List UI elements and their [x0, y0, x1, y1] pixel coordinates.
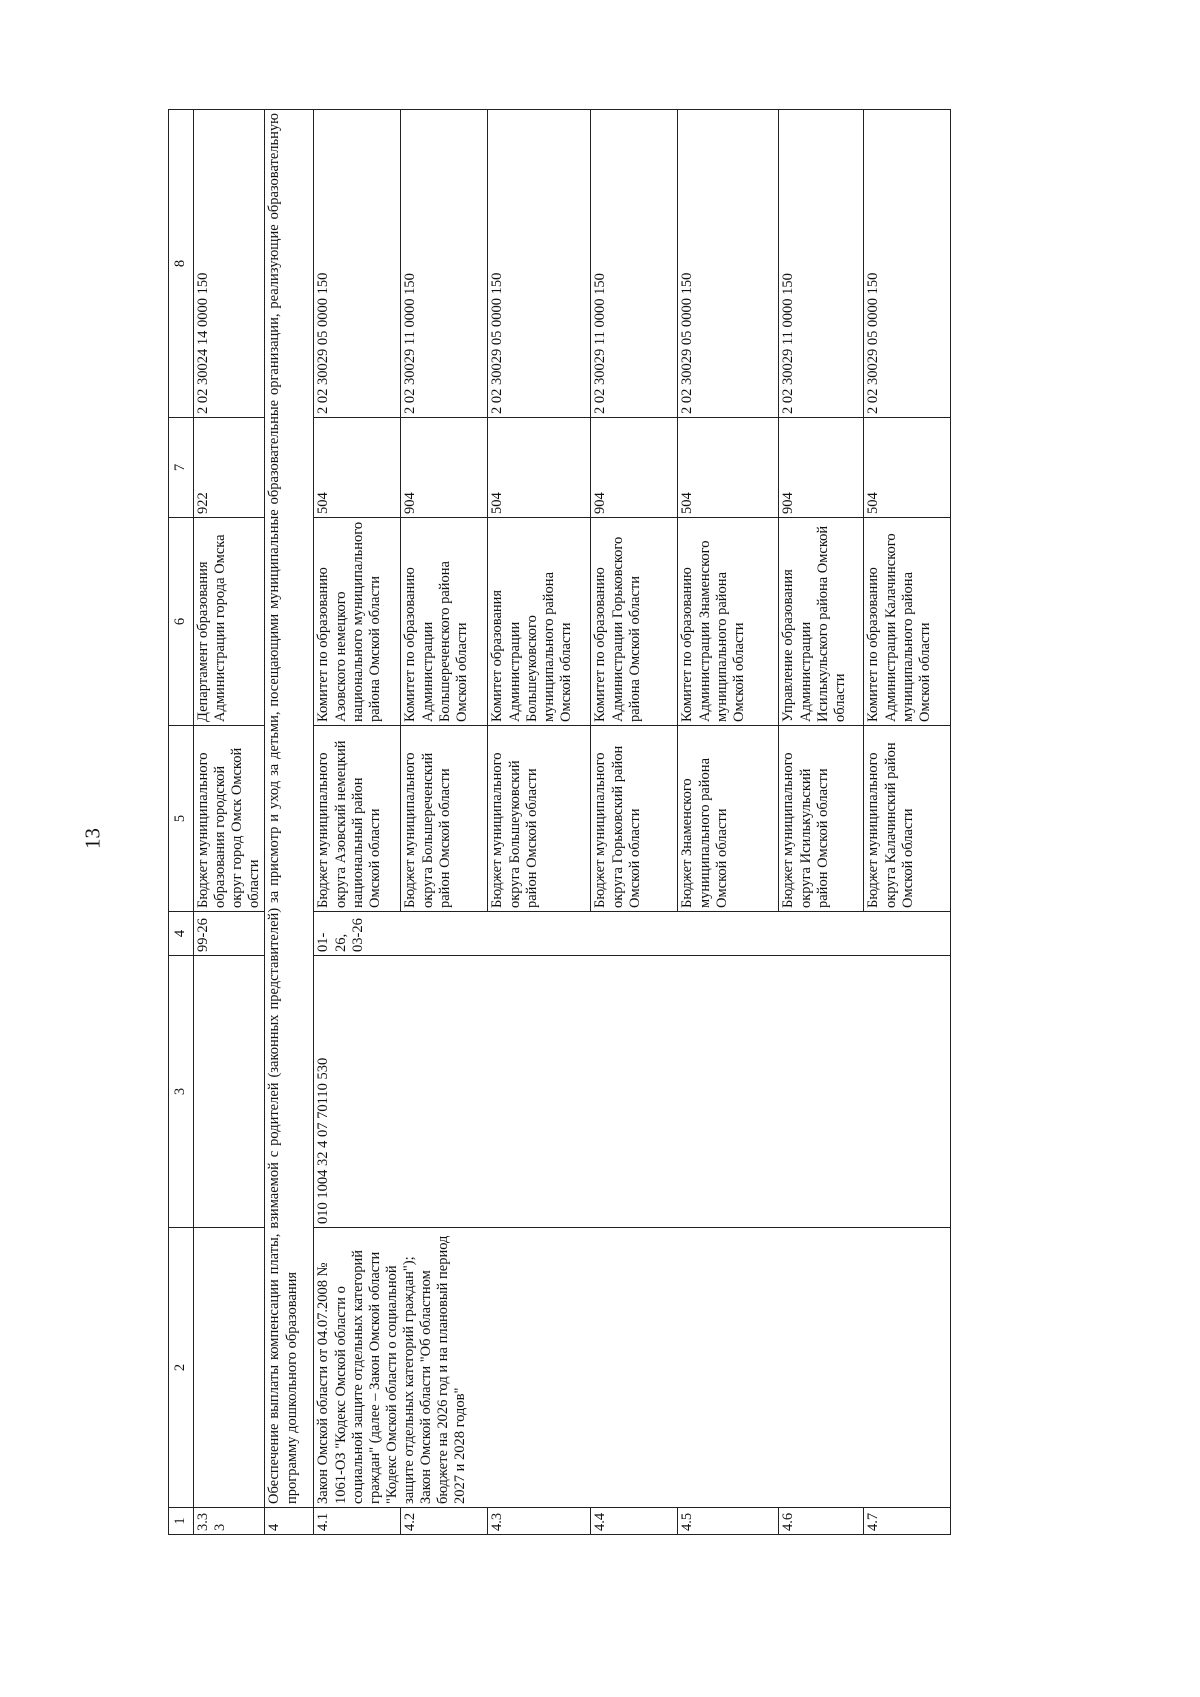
code8-cell: 2 02 30029 05 0000 150: [678, 110, 779, 418]
row-number: 4.4: [591, 1508, 678, 1535]
column-header: 3: [169, 956, 194, 1228]
code7-cell: 904: [779, 418, 864, 518]
code8-cell: 2 02 30029 05 0000 150: [864, 110, 951, 418]
code7-cell: 922: [194, 418, 265, 518]
row-number: 4.2: [401, 1508, 488, 1535]
column-header: 8: [169, 110, 194, 418]
column-header-row: [169, 110, 194, 1535]
code7-cell: 504: [488, 418, 591, 518]
code8-cell: 2 02 30024 14 0000 150: [194, 110, 265, 418]
section-number: 4: [265, 1508, 314, 1535]
administrator-cell: Комитет по образованию Азовского немецкого национального муниципального района Омской области: [314, 518, 401, 726]
row-number: 3.33: [194, 1508, 265, 1535]
column-header: 2: [169, 1228, 194, 1508]
budget-cell: Бюджет муниципального округа Исилькульский район Омской области: [779, 726, 864, 912]
row-number: 4.6: [779, 1508, 864, 1535]
code4-cell: 01-26, 03-26: [314, 912, 951, 956]
budget-cell: Бюджет муниципального образования городской округ город Омск Омской области: [194, 726, 265, 912]
row-number: 4.7: [864, 1508, 951, 1535]
table-row: [314, 110, 401, 1535]
administrator-cell: Комитет по образованию Администрации Большереченского района Омской области: [401, 518, 488, 726]
row-number: 4.5: [678, 1508, 779, 1535]
row-number: 4.3: [488, 1508, 591, 1535]
administrator-cell: Комитет по образованию Администрации Горьковского района Омской области: [591, 518, 678, 726]
rotated-table-container: [168, 110, 1068, 1535]
legal-basis-cell: [194, 1228, 265, 1508]
column-header: 4: [169, 912, 194, 956]
budget-cell: Бюджет муниципального округа Калачинский район Омской области: [864, 726, 951, 912]
column-header: 6: [169, 518, 194, 726]
column-header: 7: [169, 418, 194, 518]
code4-cell: 99-26: [194, 912, 265, 956]
code7-cell: 504: [678, 418, 779, 518]
page-number: 13: [80, 828, 105, 849]
code8-cell: 2 02 30029 05 0000 150: [488, 110, 591, 418]
budget-cell: Бюджет муниципального округа Горьковский район Омской области: [591, 726, 678, 912]
legal-basis-cell: Закон Омской области от 04.07.2008 № 1061-ОЗ "Кодекс Омской области о социальной защите отдельных категорий граждан" (далее – Закон Омской области "Кодекс Омской области о социальной защите отдельных категорий граждан"); Закон Омской области "Об областном бюджете на 2026 год и на плановый период 2027 и 2028 годов": [314, 1228, 951, 1508]
administrator-cell: Управление образования Администрации Исилькульского района Омской области: [779, 518, 864, 726]
table-row: [194, 110, 265, 1535]
allocation-table: [168, 109, 951, 1535]
section-row: [265, 110, 314, 1535]
code-cell: [194, 956, 265, 1228]
budget-cell: Бюджет муниципального округа Большеуковский район Омской области: [488, 726, 591, 912]
budget-cell: Бюджет муниципального округа Большереченский район Омской области: [401, 726, 488, 912]
budget-cell: Бюджет Знаменского муниципального района Омской области: [678, 726, 779, 912]
budget-cell: Бюджет муниципального округа Азовский немецкий национальный район Омской области: [314, 726, 401, 912]
section-title: Обеспечение выплаты компенсации платы, взимаемой с родителей (законных представителей) за присмотр и уход за детьми, посещающими муниципальные образовательные организации, реализующие образовательную программу дошкольного образования: [265, 110, 314, 1508]
code7-cell: 904: [591, 418, 678, 518]
code8-cell: 2 02 30029 11 0000 150: [591, 110, 678, 418]
code8-cell: 2 02 30029 05 0000 150: [314, 110, 401, 418]
column-header: 5: [169, 726, 194, 912]
code8-cell: 2 02 30029 11 0000 150: [779, 110, 864, 418]
administrator-cell: Комитет по образованию Администрации Знаменского муниципального района Омской области: [678, 518, 779, 726]
administrator-cell: Департамент образования Администрации города Омска: [194, 518, 265, 726]
code8-cell: 2 02 30029 11 0000 150: [401, 110, 488, 418]
code7-cell: 904: [401, 418, 488, 518]
code7-cell: 504: [864, 418, 951, 518]
code7-cell: 504: [314, 418, 401, 518]
row-number: 4.1: [314, 1508, 401, 1535]
administrator-cell: Комитет образования Администрации Большеуковского муниципального района Омской области: [488, 518, 591, 726]
administrator-cell: Комитет по образованию Администрации Калачинского муниципального района Омской области: [864, 518, 951, 726]
code-cell: 010 1004 32 4 07 70110 530: [314, 956, 951, 1228]
column-header: 1: [169, 1508, 194, 1535]
